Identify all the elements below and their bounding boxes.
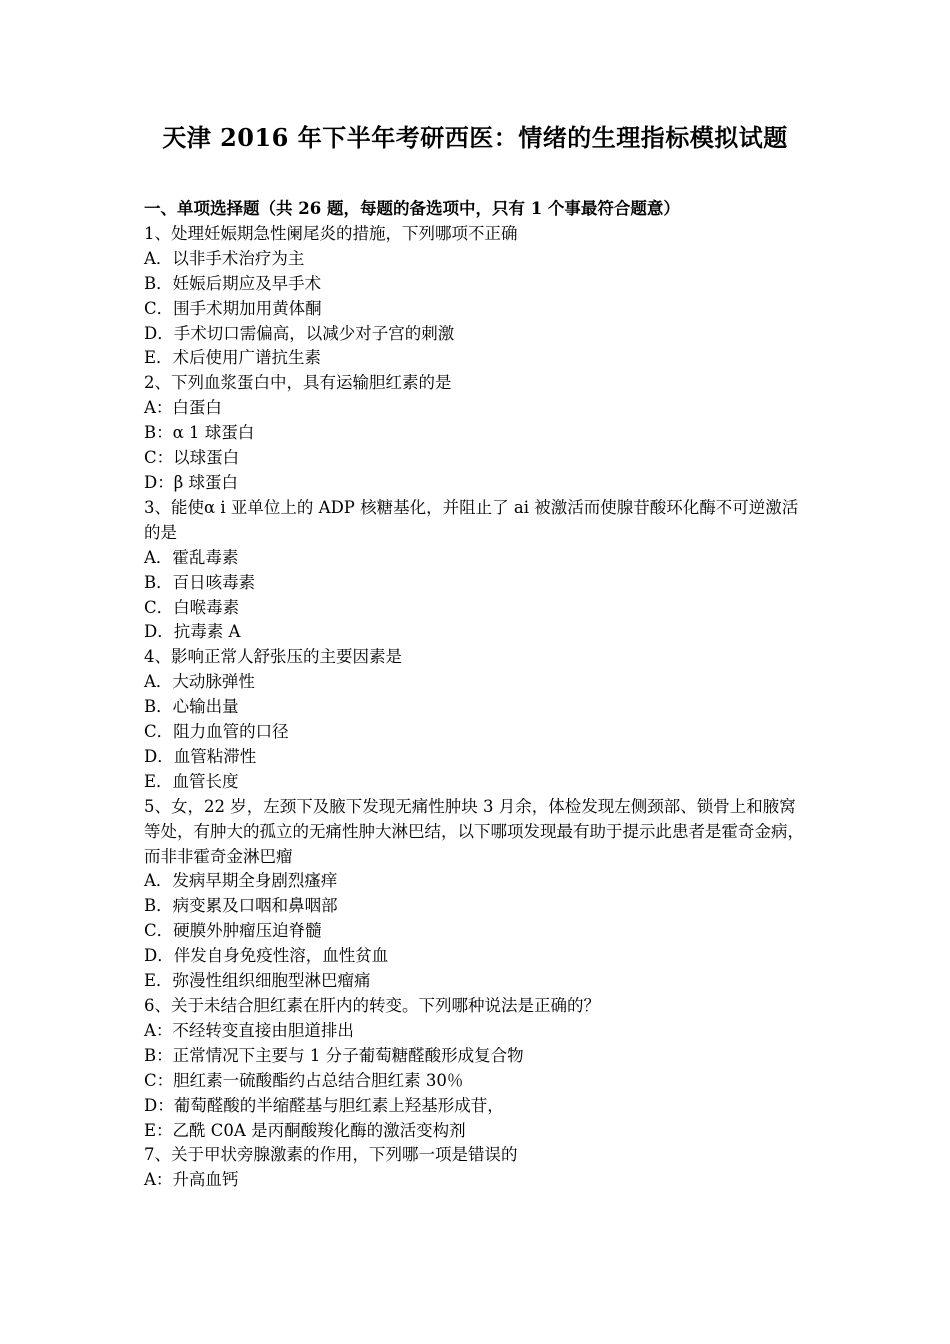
question-text: 4、影响正常人舒张压的主要因素是	[144, 647, 402, 667]
question-text: 2、下列血浆蛋白中，具有运输胆红素的是	[144, 373, 452, 393]
option-a: A：升高血钙	[144, 1170, 239, 1190]
option-a: A．以非手术治疗为主	[144, 248, 305, 268]
option-d: D：葡萄醛酸的半缩醛基与胆红素上羟基形成苷，	[144, 1095, 504, 1115]
question-4	[144, 645, 810, 794]
question-2	[144, 371, 810, 496]
option-d: D．抗毒素 A	[144, 622, 241, 642]
option-c: C．围手术期加用黄体酮	[144, 298, 322, 318]
document-body	[144, 197, 810, 1193]
option-a: A．发病早期全身剧烈瘙痒	[144, 871, 338, 891]
option-b: B．百日咳毒素	[144, 572, 256, 592]
option-b: B：正常情况下主要与 1 分子葡萄糖醛酸形成复合物	[144, 1045, 524, 1065]
option-a: A：不经转变直接由胆道排出	[144, 1020, 354, 1040]
question-list	[144, 222, 810, 1193]
option-b: B．心输出量	[144, 697, 239, 717]
option-b: B：α 1 球蛋白	[144, 423, 255, 443]
option-d: D．血管粘滞性	[144, 746, 257, 766]
question-text: 1、处理妊娠期急性阑尾炎的措施，下列哪项不正确	[144, 223, 518, 243]
question-7	[144, 1143, 810, 1193]
question-1	[144, 222, 810, 371]
option-c: C：以球蛋白	[144, 448, 240, 468]
option-c: C．阻力血管的口径	[144, 722, 289, 742]
question-5	[144, 795, 810, 994]
document-title: 天津 2016 年下半年考研西医：情绪的生理指标模拟试题	[162, 123, 788, 152]
question-6	[144, 994, 810, 1143]
option-d: D：β 球蛋白	[144, 472, 239, 492]
option-d: D．手术切口需偏高，以减少对子宫的刺激	[144, 323, 455, 343]
option-a: A．霍乱毒素	[144, 547, 239, 567]
option-c: C．硬膜外肿瘤压迫脊髓	[144, 921, 322, 941]
option-b: B．妊娠后期应及早手术	[144, 273, 322, 293]
option-e: E．血管长度	[144, 771, 239, 791]
question-text: 3、能使α i 亚单位上的 ADP 核糖基化，并阻止了 ai 被激活而使腺苷酸环化酶不可逆激活的是	[144, 497, 799, 542]
option-e: E．术后使用广谱抗生素	[144, 348, 322, 368]
question-text: 7、关于甲状旁腺激素的作用，下列哪一项是错误的	[144, 1145, 518, 1165]
option-d: D．伴发自身免疫性溶，血性贫血	[144, 946, 389, 966]
option-b: B．病变累及口咽和鼻咽部	[144, 896, 338, 916]
option-e: E．弥漫性组织细胞型淋巴瘤痛	[144, 971, 371, 991]
question-text: 6、关于未结合胆红素在肝内的转变。下列哪种说法是正确的？	[144, 996, 600, 1015]
section-heading: 一、单项选择题（共 26 题，每题的备选项中，只有 1 个事最符合题意）	[144, 199, 680, 218]
question-text: 5、女，22 岁，左颈下及腋下发现无痛性肿块 3 月余，体检发现左侧颈部、锁骨上和腋窝等处，有肿大的孤立的无痛性肿大淋巴结，以下哪项发现最有助于提示此患者是霍奇金病，而非非霍奇金淋巴瘤	[144, 796, 804, 866]
option-c: C．白喉毒素	[144, 597, 240, 617]
question-3	[144, 496, 810, 645]
option-a: A：白蛋白	[144, 398, 222, 418]
option-e: E：乙酰 C0A 是丙酮酸羧化酶的激活变构剂	[144, 1120, 466, 1140]
option-c: C：胆红素一硫酸酯约占总结合胆红素 30％	[144, 1070, 464, 1090]
option-a: A．大动脉弹性	[144, 672, 255, 692]
